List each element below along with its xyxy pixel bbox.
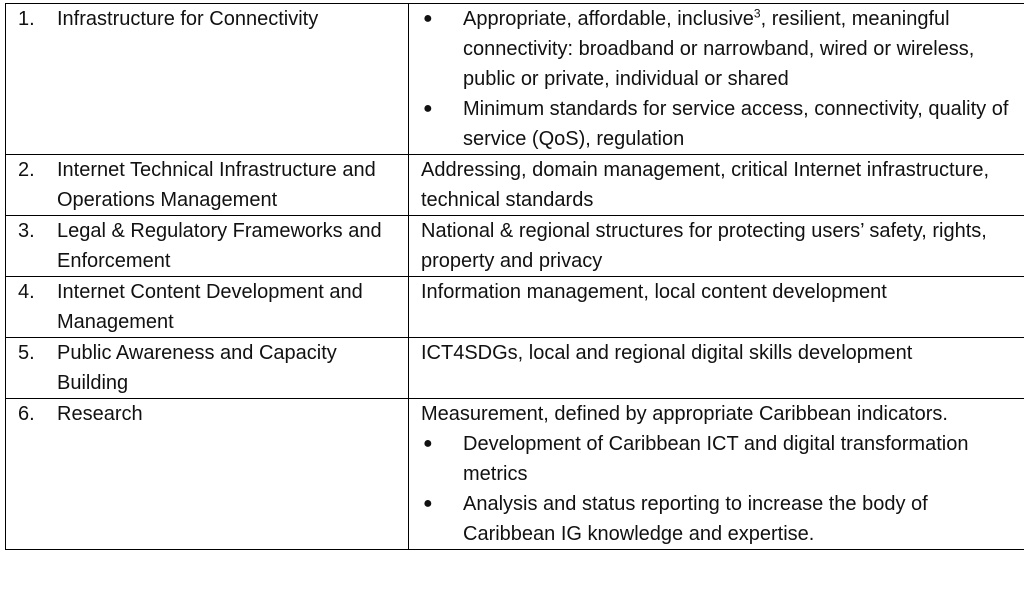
footnote-marker: 3 — [753, 6, 761, 21]
bullet-list — [421, 4, 1023, 154]
bullet-text — [463, 489, 1023, 549]
bullet-dot-icon: ● — [423, 435, 433, 452]
description-cell — [409, 277, 1024, 338]
description — [409, 4, 1024, 154]
table-body — [6, 4, 1024, 550]
area-item — [6, 338, 408, 398]
area-cell — [6, 4, 409, 155]
area-cell — [6, 216, 409, 277]
description-text: ICT4SDGs, local and regional digital skills development — [421, 342, 913, 364]
description-cell — [409, 4, 1024, 155]
description — [409, 338, 1024, 368]
area-item — [6, 399, 408, 429]
bullet-text-main: Minimum standards for service access, connectivity, quality of service (QoS), regulation — [463, 98, 1009, 150]
table-row — [6, 155, 1024, 216]
area-label: Infrastructure for Connectivity — [57, 8, 319, 30]
description-cell — [409, 155, 1024, 216]
bullet-text-continued: , resilient, meaningful connectivity: broadband or narrowband, wired or wireless, public or private, individual or shared — [463, 8, 975, 90]
bullet-item — [421, 429, 1023, 489]
description-text: Addressing, domain management, critical Internet infrastructure, technical standards — [421, 159, 990, 211]
area-label: Research — [57, 403, 143, 425]
bullet-dot-icon: ● — [423, 10, 433, 27]
area-label: Public Awareness and Capacity Building — [57, 342, 337, 394]
bullet-item — [421, 94, 1023, 154]
bullet-text-main: Development of Caribbean ICT and digital transformation metrics — [463, 433, 969, 485]
description-cell — [409, 338, 1024, 399]
description — [409, 216, 1024, 276]
description-text: Measurement, defined by appropriate Caribbean indicators. — [421, 403, 948, 425]
description — [409, 277, 1024, 307]
bullet-item — [421, 489, 1023, 549]
bullet-text — [463, 94, 1023, 154]
description-cell — [409, 399, 1024, 550]
row-number: 4. — [18, 281, 35, 303]
description-text: National & regional structures for protecting users’ safety, rights, property and privacy — [421, 220, 987, 272]
row-number: 2. — [18, 159, 35, 181]
bullet-dot-icon: ● — [423, 100, 433, 117]
area-cell — [6, 277, 409, 338]
row-number: 6. — [18, 403, 35, 425]
bullet-item — [421, 4, 1023, 94]
area-cell — [6, 155, 409, 216]
area-item — [6, 216, 408, 276]
ig-areas-table — [5, 3, 1024, 550]
description-text: Information management, local content development — [421, 281, 887, 303]
row-number: 3. — [18, 220, 35, 242]
row-number: 1. — [18, 8, 35, 30]
description-cell — [409, 216, 1024, 277]
bullet-text-main: Appropriate, affordable, inclusive — [463, 8, 754, 30]
table-row — [6, 4, 1024, 155]
bullet-dot-icon: ● — [423, 495, 433, 512]
description — [409, 155, 1024, 215]
table-row — [6, 216, 1024, 277]
area-label: Internet Technical Infrastructure and Operations Management — [57, 159, 376, 211]
area-cell — [6, 399, 409, 550]
area-cell — [6, 338, 409, 399]
area-item — [6, 277, 408, 337]
description — [409, 399, 1024, 549]
table-row — [6, 277, 1024, 338]
area-label: Internet Content Development and Management — [57, 281, 363, 333]
bullet-list — [421, 429, 1023, 549]
area-item — [6, 155, 408, 215]
bullet-text — [463, 429, 1023, 489]
area-item — [6, 4, 408, 34]
bullet-text — [463, 4, 1023, 94]
row-number: 5. — [18, 342, 35, 364]
bullet-text-main: Analysis and status reporting to increase the body of Caribbean IG knowledge and expertise. — [463, 493, 928, 545]
table-row — [6, 338, 1024, 399]
area-label: Legal & Regulatory Frameworks and Enforcement — [57, 220, 382, 272]
table-row — [6, 399, 1024, 550]
